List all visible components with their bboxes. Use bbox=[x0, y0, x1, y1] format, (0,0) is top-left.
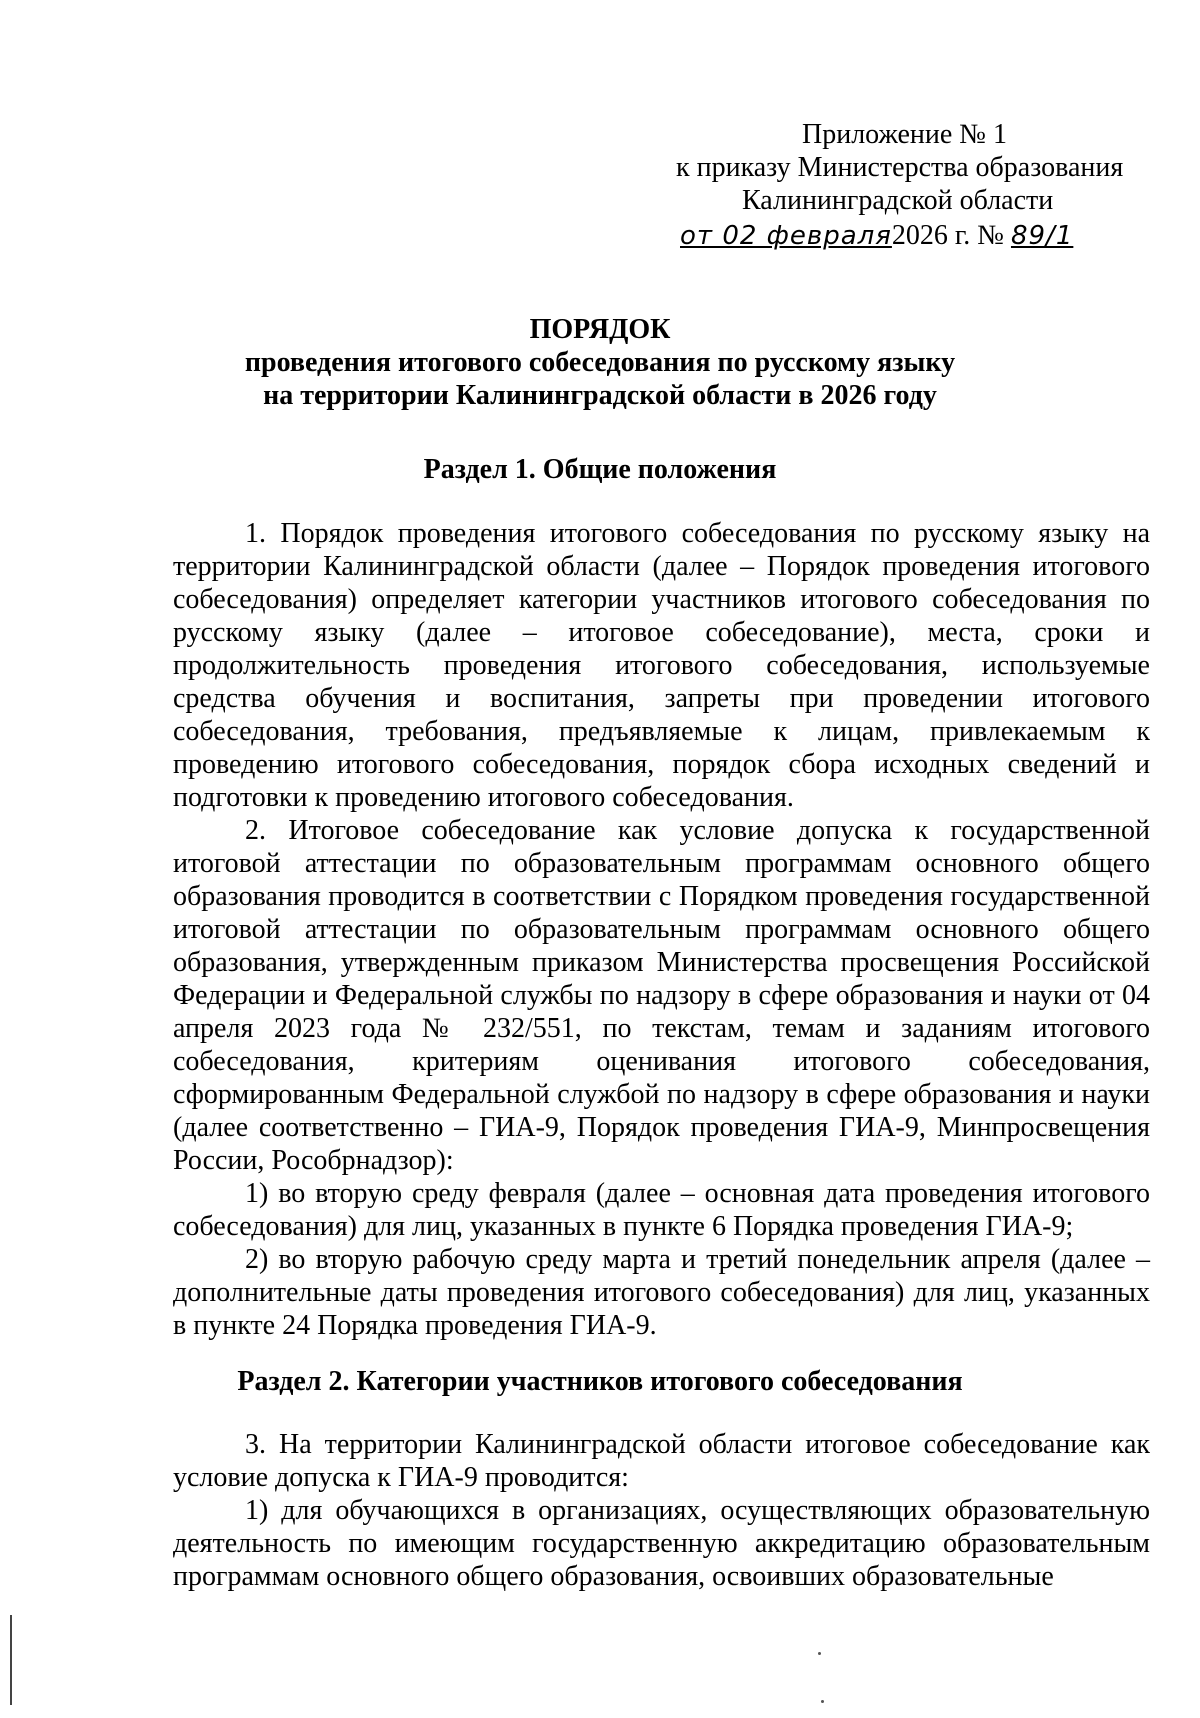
section-1-body bbox=[173, 517, 1150, 1342]
paragraph-1: 1. Порядок проведения итогового собеседования по русскому языку на территории Калининградской области (далее – Порядок проведения итогового собеседования) определяет категории участников итогового собеседования по русскому языку (далее – итоговое собеседование), места, сроки и продолжительность проведения итогового собеседования, используемые средства обучения и воспитания, запреты при проведении итогового собеседования, требования, предъявляемые к лицам, привлекаемым к проведению итогового собеседования, порядок сбора исходных сведений и подготовки к проведению итогового собеседования. bbox=[173, 518, 1150, 813]
section-2-heading: Раздел 2. Категории участников итогового собеседования bbox=[237, 1366, 963, 1397]
paragraph-2-item-1: 1) во вторую среду февраля (далее – основная дата проведения итогового собеседования) для лиц, указанных в пункте 6 Порядка проведения ГИА-9; bbox=[173, 1178, 1150, 1242]
appendix-title: Приложение № 1 bbox=[802, 119, 1007, 150]
paragraph-2-item-2: 2) во вторую рабочую среду марта и третий понедельник апреля (далее – дополнительные даты проведения итогового собеседования) для лиц, указанных в пункте 24 Порядка проведения ГИА-9. bbox=[173, 1244, 1150, 1341]
order-year: 2026 г. № bbox=[891, 220, 1004, 251]
section-2-body bbox=[173, 1428, 1150, 1593]
paragraph-3: 3. На территории Калининградской области итоговое собеседование как условие допуска к ГИА-9 проводится: bbox=[173, 1429, 1150, 1493]
scan-edge-mark bbox=[10, 1615, 12, 1705]
order-reference: к приказу Министерства образования bbox=[676, 152, 1124, 183]
title-line-1: проведения итогового собеседования по русскому языку bbox=[244, 347, 956, 378]
handwritten-number: 89/1 bbox=[1010, 221, 1074, 251]
scan-dot bbox=[821, 1700, 824, 1703]
paragraph-2: 2. Итоговое собеседование как условие допуска к государственной итоговой аттестации по образовательным программам основного общего образования проводится в соответствии с Порядком проведения государственной итоговой аттестации по образовательным программам основного общего образования, утвержденным приказом Министерства просвещения Российской Федерации и Федеральной службы по надзору в сфере образования и науки от 04 апреля 2023 года № 232/551, по текстам, темам и заданиям итогового собеседования, критериям оценивания итогового собеседования, сформированным Федеральной службой по надзору в сфере образования и науки (далее соответственно – ГИА-9, Порядок проведения ГИА-9, Минпросвещения России, Рособрнадзор): bbox=[173, 815, 1150, 1176]
order-date-line bbox=[640, 219, 1150, 253]
title-main: ПОРЯДОК bbox=[529, 314, 671, 345]
appendix-header bbox=[640, 118, 1150, 253]
region-name: Калининградской области bbox=[742, 185, 1054, 216]
document-title bbox=[100, 313, 1100, 412]
scan-dot bbox=[818, 1652, 821, 1655]
title-line-2: на территории Калининградской области в 2026 году bbox=[263, 380, 937, 411]
handwritten-date: от 02 февраля bbox=[680, 221, 892, 251]
section-1-heading: Раздел 1. Общие положения bbox=[423, 454, 777, 485]
paragraph-3-item-1: 1) для обучающихся в организациях, осуществляющих образовательную деятельность по имеющим государственную аккредитацию образовательным программам основного общего образования, освоивших образовательные bbox=[173, 1495, 1150, 1592]
